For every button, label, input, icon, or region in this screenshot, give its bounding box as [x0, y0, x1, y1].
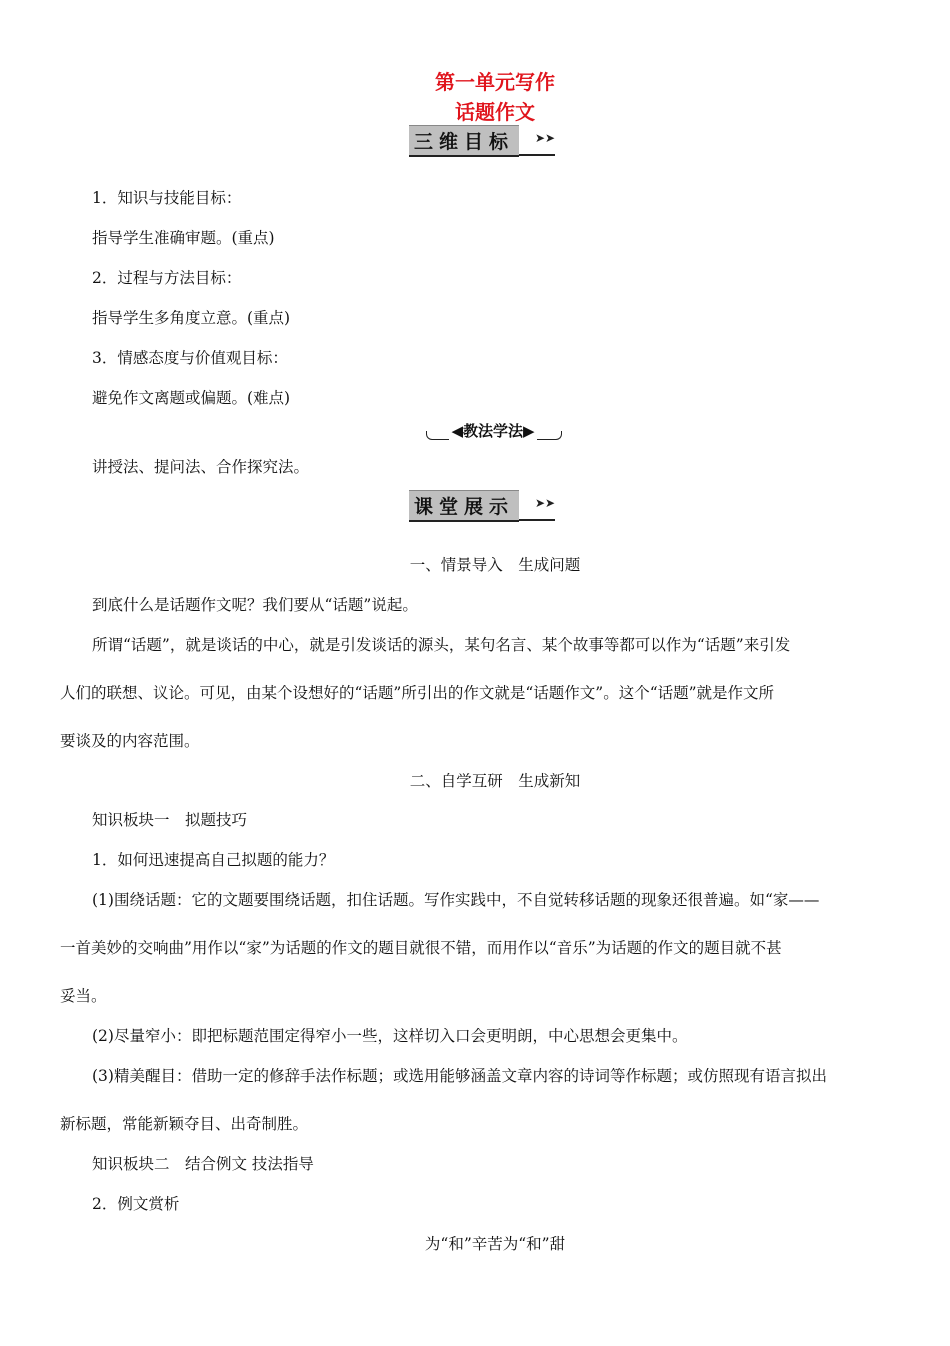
section1-heading: 一、情景导入 生成问题 [409, 556, 581, 574]
double-arrow-icon: ➤➤ [535, 131, 556, 145]
question-2: 2．例文赏析 [92, 1195, 180, 1213]
section1-paragraph-2: 所谓“话题”，就是谈话的中心，就是引发谈话的源头，某句名言、某个故事等都可以作为“话题”来引发 [92, 636, 791, 654]
banner-goals [409, 125, 555, 156]
goal-3: 3．情感态度与价值观目标： [92, 349, 288, 367]
banner-classroom-label: 课堂展示 [413, 496, 514, 518]
double-arrow-icon: ➤➤ [535, 496, 556, 510]
method-label-box [426, 421, 560, 443]
section2-heading: 二、自学互研 生成新知 [409, 772, 581, 790]
item-2: (2)尽量窄小：即把标题范围定得窄小一些，这样切入口会更明朗，中心思想会更集中。 [92, 1027, 688, 1045]
page-title: 第一单元写作 [435, 70, 555, 94]
method-label: ◀教法学法▶ [451, 422, 535, 440]
method-text: 讲授法、提问法、合作探究法。 [92, 458, 310, 476]
section1-paragraph-2-cont: 人们的联想、议论。可见，由某个设想好的“话题”所引出的作文就是“话题作文”。这个“话题”就是作文所 [60, 684, 775, 702]
goal-1: 1．知识与技能目标： [92, 189, 242, 207]
goal-2: 2．过程与方法目标： [92, 269, 242, 287]
item-1: (1)围绕话题：它的文题要围绕话题，扣住话题。写作实践中，不自觉转移话题的现象还很普遍。如“家—— [92, 891, 820, 909]
goal-2-detail: 指导学生多角度立意。(重点) [92, 309, 291, 327]
question-1: 1．如何迅速提高自己拟题的能力？ [92, 851, 335, 869]
essay-title: 为“和”辛苦为“和”甜 [424, 1235, 566, 1253]
item-3-cont: 新标题，常能新颖夺目、出奇制胜。 [60, 1115, 309, 1133]
banner-goals-label: 三维目标 [413, 131, 514, 153]
module2-title: 知识板块二 结合例文 技法指导 [92, 1155, 314, 1173]
item-1-cont: 一首美妙的交响曲”用作以“家”为话题的作文的题目就很不错，而用作以“音乐”为话题的作文的题目就不甚 [60, 939, 782, 957]
section1-paragraph-2-end: 要谈及的内容范围。 [60, 732, 200, 750]
goal-1-detail: 指导学生准确审题。(重点) [92, 229, 275, 247]
module1-title: 知识板块一 拟题技巧 [92, 811, 248, 829]
section1-paragraph-1: 到底什么是话题作文呢？我们要从“话题”说起。 [92, 596, 418, 614]
item-1-end: 妥当。 [60, 987, 107, 1005]
item-3: (3)精美醒目：借助一定的修辞手法作标题；或选用能够涵盖文章内容的诗词等作标题；或仿照现有语言拟出 [92, 1067, 827, 1085]
banner-classroom [409, 490, 555, 521]
page-subtitle: 话题作文 [455, 100, 535, 124]
goal-3-detail: 避免作文离题或偏题。(难点) [92, 389, 291, 407]
